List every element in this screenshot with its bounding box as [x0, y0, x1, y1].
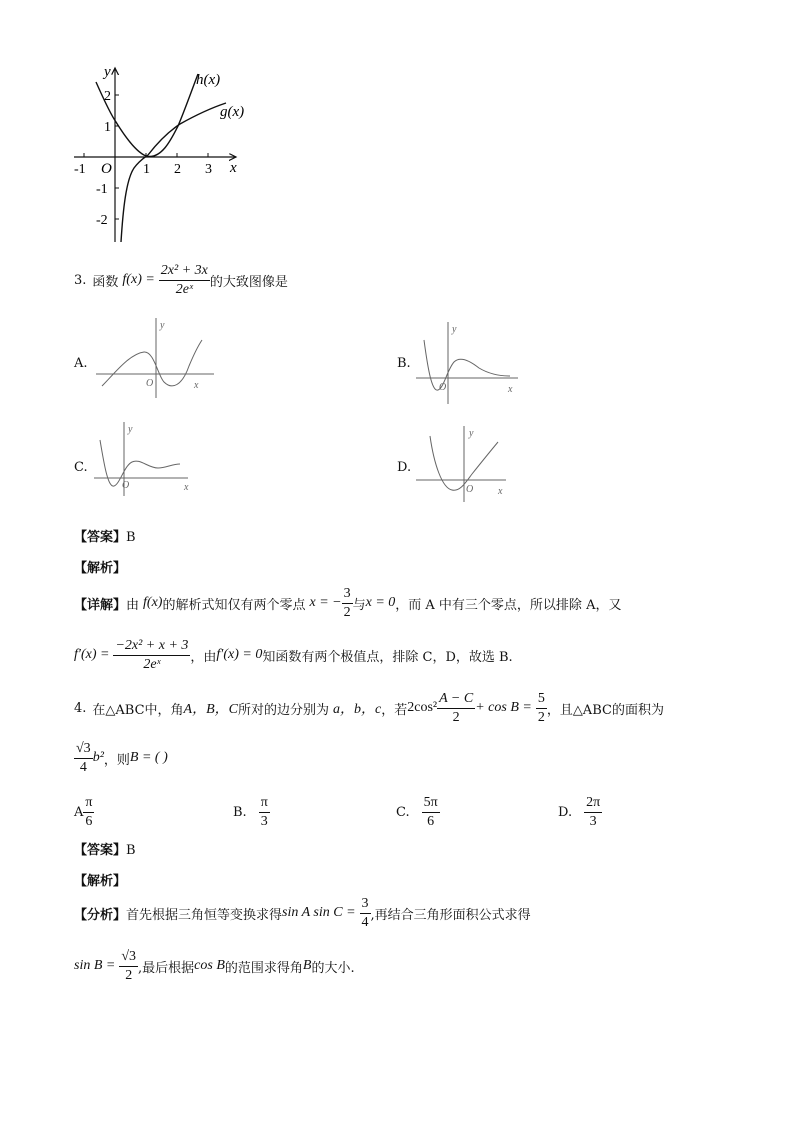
detail-text: ，而 A 中有三个零点，所以排除 A，又 [395, 597, 622, 613]
detail-text: 与 [352, 597, 366, 613]
q3-option-a-label: A. [74, 356, 88, 371]
q3-option-c-graph [92, 420, 197, 496]
frac-den: 2 [537, 709, 545, 725]
frac-den: 3 [260, 813, 268, 829]
q4-option-c [396, 792, 440, 832]
frac-num: 3 [342, 585, 353, 604]
answer-value: B [126, 843, 136, 858]
x-tick-label: 2 [174, 162, 181, 177]
q3-option-d-graph [414, 424, 514, 502]
detail-zero1-frac [342, 585, 353, 622]
q3-option-b-graph [414, 320, 524, 404]
fenxi-cos: cos B [194, 958, 225, 973]
q4-option-d [558, 792, 602, 832]
q3-fraction [159, 262, 210, 299]
curve-h [96, 74, 198, 157]
y-tick-label: 2 [104, 89, 111, 104]
detail-fx: f(x) [143, 595, 163, 610]
q3-stem [74, 262, 288, 298]
option-frac [259, 794, 270, 831]
q3-option-b-label: B. [397, 356, 411, 371]
option-label: D. [558, 804, 573, 820]
q3-func: f(x) = [122, 272, 155, 287]
q3-suffix: 的大致图像是 [209, 274, 288, 290]
option-frac [584, 794, 602, 831]
q4-angles: A，B，C [183, 702, 238, 717]
q4-analysis-tag: 【解析】 [74, 874, 127, 889]
frac-num: √3 [119, 948, 138, 967]
q3-b-x: x [508, 384, 513, 395]
q3-analysis-tag: 【解析】 [74, 561, 127, 576]
q3-fraction-den: 2eˣ [175, 281, 193, 297]
x-tick-label: 3 [205, 162, 212, 177]
detail-derivative-frac [113, 637, 190, 674]
q3-detail-line1 [74, 584, 621, 622]
frac-num: π [259, 794, 270, 813]
fenxi-expr: sin A sin C = [282, 905, 356, 920]
frac-num: π [83, 794, 94, 813]
option-frac [83, 794, 94, 831]
origin-label: O [101, 161, 112, 177]
q3-option-c-label: C. [74, 460, 88, 475]
q3-d-y: y [469, 428, 474, 439]
fenxi-text: 的大小. [311, 960, 355, 976]
detail-text: 由 [126, 597, 140, 613]
fenxi-expr: sin B = [74, 958, 116, 973]
frac-den: 2eˣ [143, 656, 161, 672]
x-tick-label: 1 [143, 162, 150, 177]
q4-cond: 2cos² [407, 700, 438, 715]
q3-fraction-num: 2x² + 3x [159, 262, 210, 281]
detail-zero1: x = − [309, 595, 342, 610]
frac-den: 2 [343, 604, 351, 620]
q4-text: ，若 [381, 702, 408, 718]
fenxi-b: B [302, 958, 312, 973]
q4-ask: B = ( ) [129, 750, 168, 765]
q4-option-a [74, 792, 94, 832]
q4-area-var: b² [92, 750, 104, 765]
q4-stem-line1 [74, 688, 664, 728]
q3-a-x: x [194, 380, 199, 391]
q4-answer [74, 839, 136, 858]
q4-cond-frac [437, 690, 475, 727]
detail-tag: 【详解】 [74, 597, 127, 613]
frac-num: A − C [437, 690, 475, 709]
q3-c-y: y [128, 424, 133, 435]
detail-derivative-eq: f′(x) = 0 [216, 647, 263, 662]
q4-stem-line2 [74, 738, 168, 778]
q3-number: 3. [74, 272, 87, 288]
q3-prefix: 函数 [92, 274, 119, 290]
frac-den: 3 [589, 813, 597, 829]
q3-detail-line2 [74, 636, 513, 674]
q3-a-o: O [146, 378, 154, 389]
y-tick-label: 1 [104, 120, 111, 135]
q4-number: 4. [74, 700, 87, 716]
fenxi-text: ,最后根据 [138, 960, 195, 976]
option-label: C. [396, 804, 410, 820]
fenxi-tag: 【分析】 [74, 907, 127, 923]
q4-sides: a，b，c [333, 702, 382, 717]
frac-den: 4 [79, 759, 87, 775]
detail-text: 的解析式知仅有两个零点 [162, 597, 306, 613]
q4-text: ，且△ABC的面积为 [546, 702, 664, 718]
fenxi-frac [360, 895, 371, 932]
q3-answer [74, 526, 136, 545]
frac-den: 6 [427, 813, 435, 829]
frac-num: −2x² + x + 3 [113, 637, 190, 656]
frac-num: √3 [74, 740, 93, 759]
q3-d-o: O [466, 484, 474, 495]
fenxi-text: 的范围求得角 [224, 960, 303, 976]
x-tick-label: -1 [74, 162, 86, 177]
q3-option-a-graph [94, 316, 224, 398]
q4-text: 所对的边分别为 [238, 702, 330, 718]
y-tick-label: -2 [96, 213, 108, 228]
q3-b-o: O [439, 382, 447, 393]
top-function-graph [66, 60, 266, 245]
q4-area-frac [74, 740, 93, 777]
q3-c-x: x [184, 482, 189, 493]
frac-den: 4 [361, 914, 369, 930]
frac-den: 2 [125, 967, 133, 983]
q3-b-y: y [452, 324, 457, 335]
frac-num: 5π [422, 794, 440, 813]
curve-g-label: g(x) [220, 104, 245, 120]
detail-derivative: f′(x) = [74, 647, 110, 662]
frac-den: 2 [452, 709, 460, 725]
q3-option-d-label: D. [397, 460, 412, 475]
curve-h-label: h(x) [196, 72, 221, 88]
y-axis-label: y [104, 64, 111, 80]
q4-cond-mid: + cos B = [475, 700, 532, 715]
q4-option-b [233, 792, 270, 832]
fenxi-text: ,再结合三角形面积公式求得 [370, 907, 531, 923]
detail-zero2: x = 0 [365, 595, 396, 610]
q3-c-o: O [122, 480, 130, 491]
x-axis-label: x [230, 160, 237, 176]
frac-den: 6 [85, 813, 93, 829]
q4-cond-frac2 [536, 690, 547, 727]
detail-text: ，由 [190, 649, 217, 665]
answer-value: B [126, 530, 136, 545]
frac-num: 5 [536, 690, 547, 709]
option-label: A [74, 804, 84, 820]
q4-text: 在△ABC中，角 [92, 702, 184, 718]
frac-num: 3 [360, 895, 371, 914]
q3-d-x: x [498, 486, 503, 497]
q3-a-y: y [160, 320, 165, 331]
frac-num: 2π [584, 794, 602, 813]
answer-tag: 【答案】 [74, 530, 127, 545]
detail-text: 知函数有两个极值点，排除 C，D，故选 B. [262, 649, 513, 665]
fenxi-text: 首先根据三角恒等变换求得 [126, 907, 283, 923]
q4-text: ，则 [103, 752, 130, 768]
q4-fenxi-line2 [74, 946, 355, 986]
option-frac [422, 794, 440, 831]
fenxi-frac [119, 948, 138, 985]
q4-fenxi-line1 [74, 893, 531, 933]
answer-tag: 【答案】 [74, 843, 127, 858]
y-tick-label: -1 [96, 182, 108, 197]
option-label: B. [233, 804, 247, 820]
